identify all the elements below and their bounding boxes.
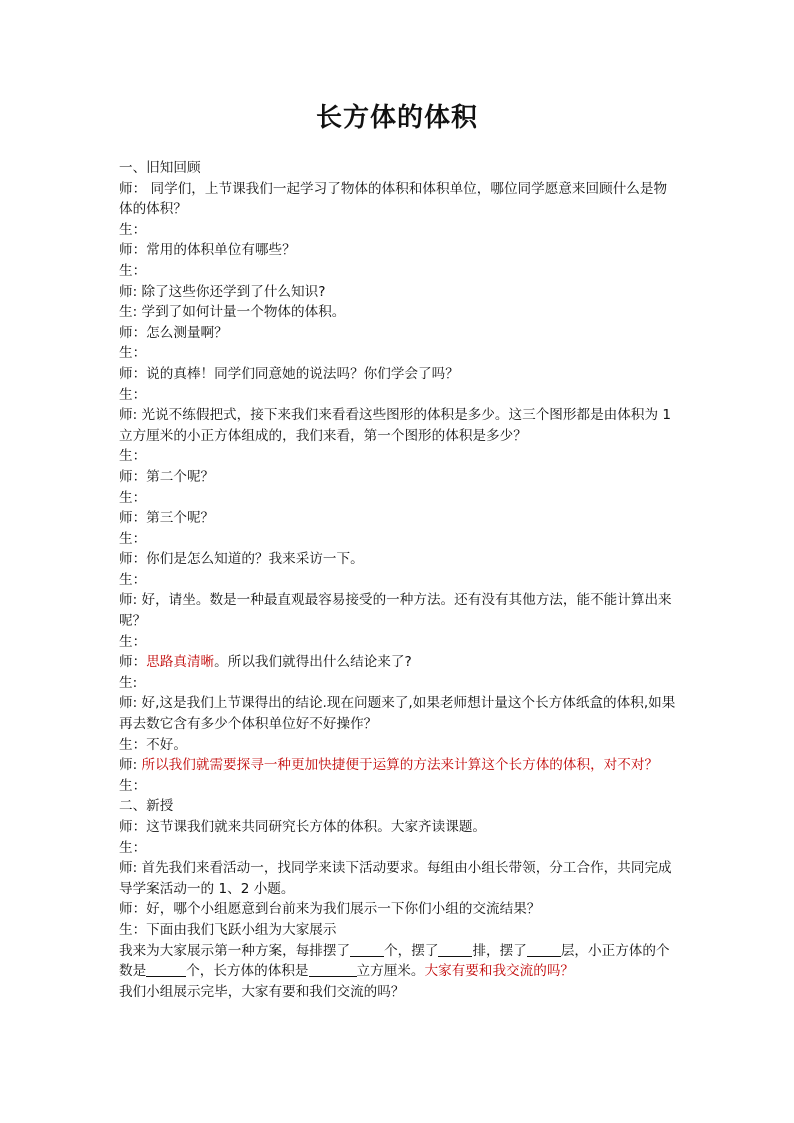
blank-3 (527, 942, 561, 957)
dialogue-line: 生： (119, 221, 147, 238)
dialogue-line: 生： (119, 262, 147, 279)
blank-5 (309, 962, 357, 977)
fill-text-6: 立方厘米。 (356, 963, 425, 980)
fill-text-red: 大家有要和我交流的吗？ (424, 963, 575, 980)
dialogue-line: 师: 好,这是我们上节课得出的结论.现在问题来了,如果老师想计量这个长方体纸盒的体积,如果再去数它含有多少个体积单位好不好操作？ (119, 695, 676, 733)
dialogue-line: 生： (119, 839, 147, 856)
dialogue-line: 师: 好，请坐。数是一种最直观最容易接受的一种方法。还有没有其他方法，能不能计算出来呢？ (119, 592, 672, 630)
dialogue-line: 生： (119, 489, 147, 506)
fill-text-4: 层，小正方体的个数是 (119, 942, 670, 980)
dialogue-line: 生： (119, 571, 147, 588)
blank-2 (438, 942, 472, 957)
highlight-text: 思路真清晰 (146, 654, 215, 671)
dialogue-line: 师：第三个呢？ (119, 510, 215, 527)
line-prefix: 师: (119, 757, 142, 774)
highlight-text: 所以我们就需要探寻一种更加快捷便于运算的方法来计算这个长方体的体积，对不对？ (141, 757, 659, 774)
dialogue-line: 生： (119, 633, 147, 650)
blank-4 (146, 962, 186, 977)
dialogue-lines (119, 158, 679, 941)
blank-1 (350, 942, 384, 957)
dialogue-line: 生： (119, 386, 147, 403)
dialogue-line: 师: 除了这些你还学到了什么知识? (119, 283, 326, 300)
dialogue-line: 生： (119, 448, 147, 465)
dialogue-line (119, 652, 679, 673)
dialogue-line: 生：下面由我们飞跃小组为大家展示 (119, 921, 337, 938)
dialogue-line: 生：不好。 (119, 736, 187, 753)
dialogue-line: 师: 光说不练假把式，接下来我们来看看这些图形的体积是多少。这三个图形都是由体积为 1 立方厘米的小正方体组成的，我们来看，第一个图形的体积是多少？ (119, 407, 672, 444)
dialogue-line: 师：怎么测量啊？ (119, 324, 228, 341)
fill-text-3: 排，摆了 (472, 942, 527, 959)
document-body (119, 158, 679, 1002)
dialogue-line: 二、新授 (119, 798, 174, 815)
dialogue-line: 生： (119, 530, 147, 547)
line-suffix: 。所以我们就得出什么结论来了? (214, 654, 412, 671)
dialogue-line (119, 755, 679, 776)
dialogue-line: 师： 同学们，上节课我们一起学习了物体的体积和体积单位，哪位同学愿意来回顾什么是物体的体积？ (119, 180, 668, 218)
fill-text-1: 我来为大家展示第一种方案，每排摆了 (119, 942, 351, 959)
dialogue-line: 师：说的真棒！同学们同意她的说法吗？你们学会了吗？ (119, 365, 459, 382)
fill-text-2: 个，摆了 (384, 942, 439, 959)
dialogue-line: 一、旧知回顾 (119, 160, 201, 176)
dialogue-line: 师：你们是怎么知道的？我来采访一下。 (119, 551, 364, 568)
dialogue-line: 生: 学到了如何计量一个物体的体积。 (119, 304, 346, 321)
line-prefix: 师： (119, 654, 147, 671)
dialogue-line: 师：好，哪个小组愿意到台前来为我们展示一下你们小组的交流结果？ (119, 901, 541, 918)
dialogue-line: 师: 首先我们来看活动一，找同学来读下活动要求。每组由小组长带领，分工合作，共同完成导学案活动一的 1、2 小题。 (119, 860, 672, 897)
dialogue-line: 师：第二个呢？ (119, 468, 215, 485)
dialogue-line: 生： (119, 345, 147, 362)
document-title: 长方体的体积 (315, 103, 478, 133)
dialogue-line: 师：这节课我们就来共同研究长方体的体积。大家齐读课题。 (119, 819, 487, 835)
dialogue-line: 生： (119, 777, 147, 794)
fill-text-5: 个，长方体的体积是 (186, 963, 309, 980)
closing-line: 我们小组展示完毕，大家有要和我们交流的吗？ (119, 983, 405, 1000)
dialogue-line: 生: (119, 674, 138, 691)
fill-in-line (119, 941, 679, 982)
dialogue-line: 师：常用的体积单位有哪些？ (119, 242, 296, 259)
